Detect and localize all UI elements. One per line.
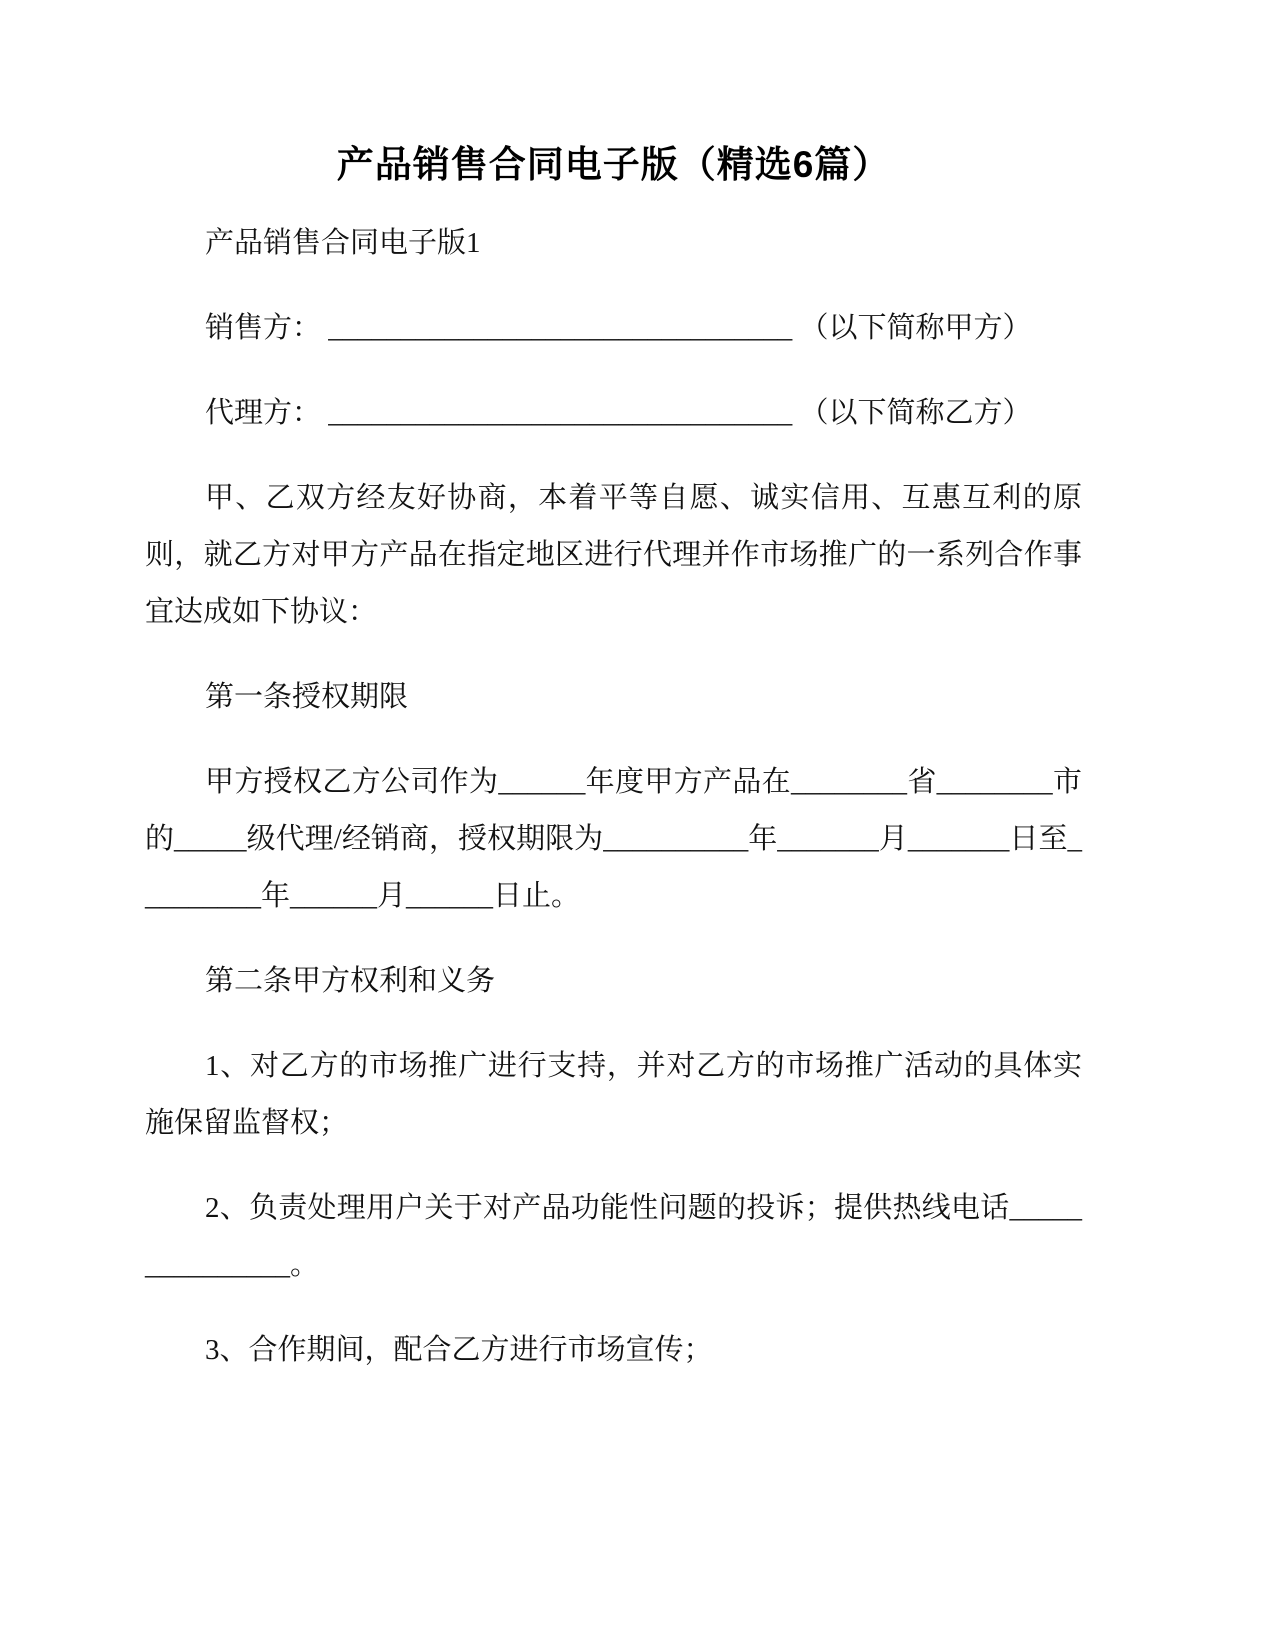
document-paragraph: 产品销售合同电子版1 <box>205 227 481 260</box>
document-paragraph: 代理方： ________________________________ （以下简称乙方） <box>205 397 1032 430</box>
document-paragraph: 第一条授权期限 <box>205 681 409 714</box>
document-paragraph: 1、对乙方的市场推广进行支持，并对乙方的市场推广活动的具体实施保留监督权； <box>145 1050 1082 1140</box>
document-paragraph: 3、合作期间，配合乙方进行市场宣传； <box>205 1334 713 1367</box>
document-paragraph: 甲、乙双方经友好协商，本着平等自愿、诚实信用、互惠互利的原则，就乙方对甲方产品在指定地区进行代理并作市场推广的一系列合作事宜达成如下协议： <box>145 482 1082 629</box>
document-paragraph: 第二条甲方权利和义务 <box>205 965 496 998</box>
document-body <box>145 215 1082 1379</box>
document-paragraph: 2、负责处理用户关于对产品功能性问题的投诉；提供热线电话_______________。 <box>145 1192 1082 1282</box>
document-paragraph: 甲方授权乙方公司作为______年度甲方产品在________省________市的_____级代理/经销商，授权期限为__________年_______月_______日至_________年______月______日止。 <box>145 766 1082 913</box>
document-paragraph: 销售方： ________________________________ （以下简称甲方） <box>205 312 1032 345</box>
document-title: 产品销售合同电子版（精选6篇） <box>336 144 891 185</box>
